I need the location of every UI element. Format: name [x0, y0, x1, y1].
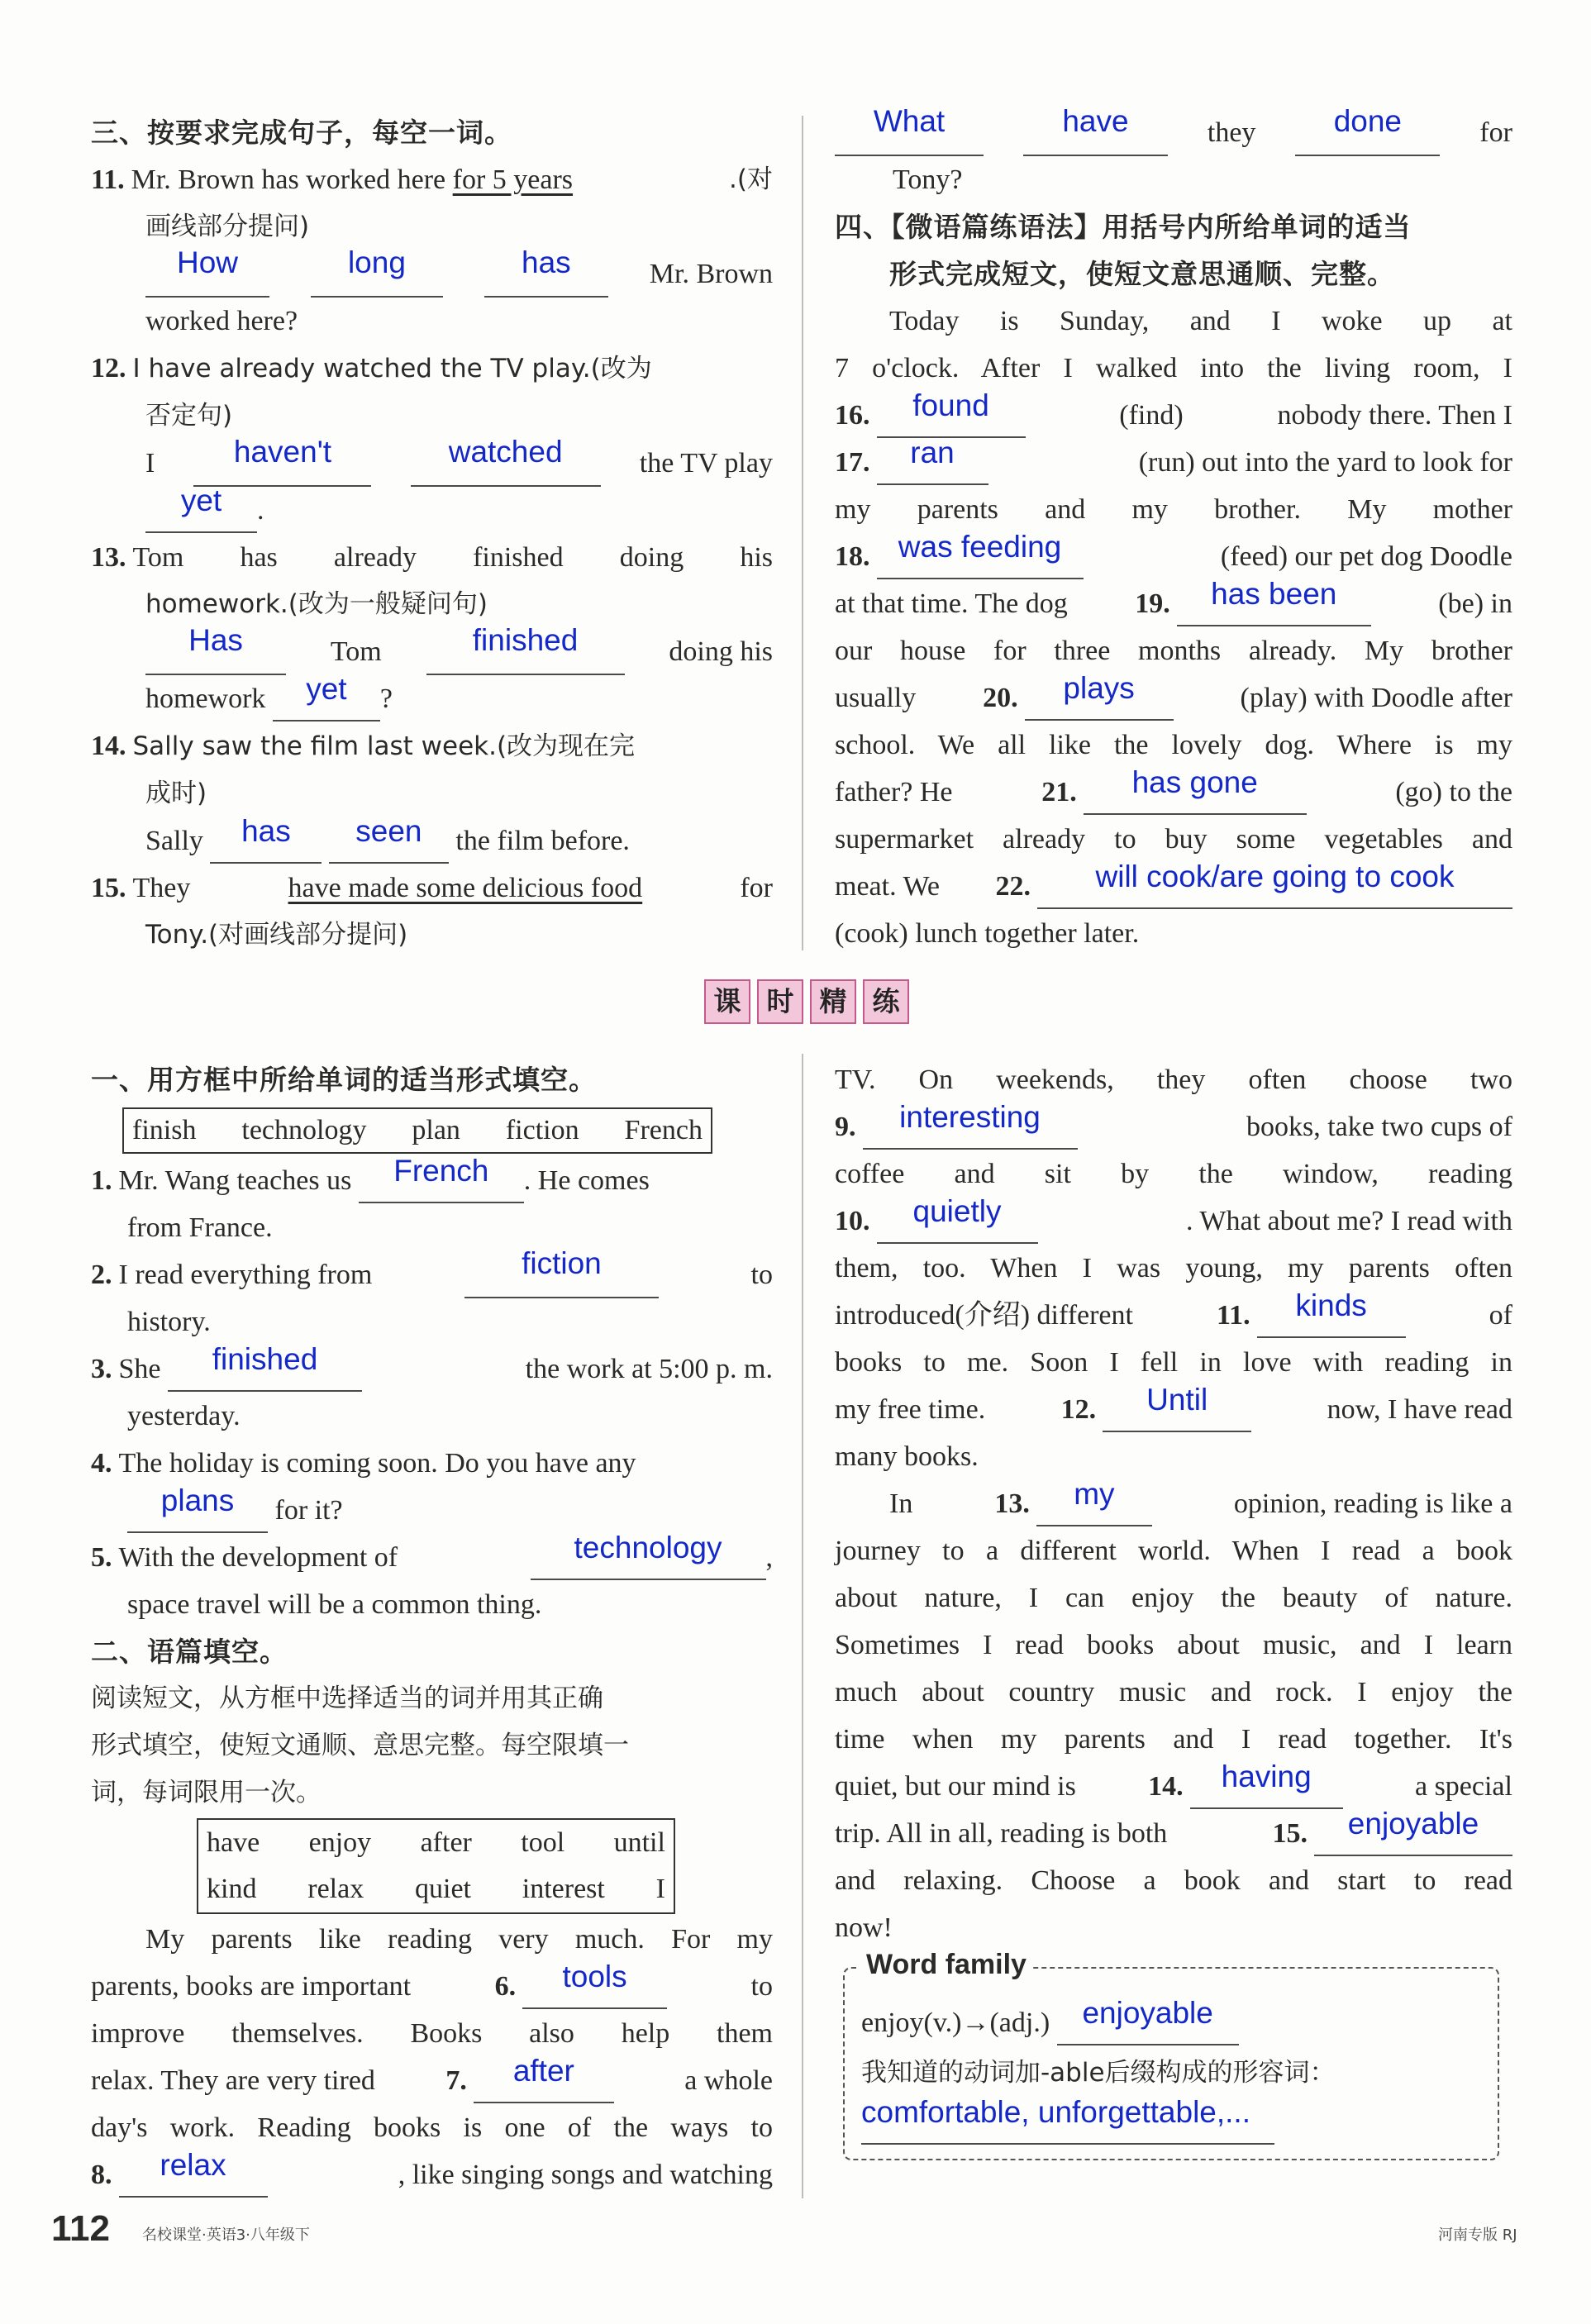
word-family-title: Word family: [860, 1949, 1033, 1981]
page-number: 112: [51, 2208, 110, 2249]
answer: French: [393, 1154, 489, 1188]
answer: yet: [180, 483, 222, 517]
answer: ran: [910, 436, 955, 469]
word-box: finish technology plan fiction French: [122, 1107, 712, 1154]
section-four: What have they done for Tony? 四、【微语篇练语法】用括号内所给单词的适当 形式完成短文，使短文意思通顺、完整。 Today is Sunday, and I woke up at 7 o'clock. After I walked into the living room, I 16. found (find) nobody there. Then I 17. ran (run) out into the yard to look for my parents and my brother. My mother 18. was feeding (feed) our pet dog Doodle at that time. The dog 19. has been (be) in our house for three months already. My brother usually 20. plays (play) with Doodle after school. We all like the lovely dog. Where is my father? He 21. has gone (go) to the supermarket already to buy some vegetables and meat. We 22. will cook/are going to cook (cook) lunch together later.: [835, 104, 1512, 949]
q11-answers: How long has Mr. Brown: [91, 250, 773, 298]
answer: technology: [574, 1531, 722, 1564]
answer: after: [512, 2054, 574, 2088]
column-divider-bottom: [802, 1054, 803, 2198]
q14-line1: 14. Sally saw the film last week.(改为现在完: [91, 731, 636, 761]
q13-line1: 13. Tom has already finished doing his: [91, 542, 773, 573]
answer: long: [347, 245, 406, 279]
section-three: 三、按要求完成句子，每空一词。 11. Mr. Brown has worked here for 5 years .(对 画线部分提问) How long has Mr. Brown worked here? 12. I have already watched the TV play.(改为 否定句) I haven't watched the TV play yet . 13. Tom has already finished doing his homework.(改为一般疑问句) Has Tom finished doing his homework yet ? 14. Sally saw the film last week.(改为现在完 成时) Sally has seen the film before. 15. They have made some delicious food for Tony.(对画线部分提问): [91, 109, 773, 959]
answer: has been: [1211, 577, 1337, 611]
answer: yet: [306, 672, 347, 706]
answer: comfortable, unforgettable,...: [861, 2095, 1250, 2129]
column-divider-top: [802, 116, 803, 950]
answer: Has: [188, 623, 243, 657]
q11-line1: 11. Mr. Brown has worked here for 5 years .(对: [91, 164, 773, 195]
answer: was feeding: [898, 530, 1062, 564]
answer: What: [873, 104, 946, 138]
practice-passage-right: TV. On weekends, they often choose two 9. interesting books, take two cups of coffee and sit by the window, reading 10. quietly . What about me? I read with them, too. When I was young, my parents often introduced(介绍) different 11. kinds of books to me. Soon I fell in love with reading in my free time. 12. Until now, I have read many books. In 13. my opinion, reading is like a journey to a different world. When I read a book about nature, I can enjoy the beauty of nature. Sometimes I read books about music, and I learn much about country music and rock. I enjoy the time when my parents and I read together. It's quiet, but our mind is 14. having a special trip. All in all, reading is both 15. enjoyable and relaxing. Choose a book and start to read now!: [835, 1064, 1512, 1943]
q12-answers: I haven't watched the TV play: [91, 440, 773, 487]
word-box-two: have enjoy after tool until kind relax quiet interest I: [197, 1818, 675, 1914]
answer: finished: [472, 623, 579, 657]
answer: enjoyable: [1347, 1807, 1479, 1841]
answer: has gone: [1131, 765, 1258, 799]
q15-answers: What have they done for: [835, 109, 1512, 156]
answer: Until: [1146, 1383, 1208, 1417]
q14-answers: Sally has seen the film before.: [91, 817, 773, 864]
answer: kinds: [1295, 1288, 1367, 1322]
answer: plays: [1063, 671, 1135, 705]
answer: finished: [212, 1342, 318, 1376]
answer: having: [1221, 1760, 1312, 1793]
q15-line1: 15. They have made some delicious food for: [91, 873, 773, 903]
answer: have: [1062, 104, 1129, 138]
answer: plans: [160, 1483, 235, 1517]
answer: watched: [448, 435, 563, 469]
q12-line1: 12. I have already watched the TV play.(改为: [91, 353, 652, 383]
lesson-practice-banner: 课 时 精 练: [704, 979, 909, 1024]
answer: enjoyable: [1082, 1996, 1213, 2030]
answer: seen: [355, 814, 422, 848]
practice-part-one: 一、用方框中所给单词的适当形式填空。 finish technology plan fiction French 1. Mr. Wang teaches us French . He comes from France. 2. I read everything from fiction to history. 3. She finished the work at 5:00 p. m. yesterday. 4. The holiday is coming soon. Do you have any plans for it? 5. With the development of technology , space travel will be a common thing. 二、语篇填空。 阅读短文，从方框中选择适当的词并用其正确 形式填空，使短文通顺、意思完整。每空限填一 词，每词限用一次。 have enjoy after tool until kind relax quiet interest I My parents like reading very much. For my parents, books are important 6. tools to improve themselves. Books also help them relax. They are very tired 7. after a whole day's work. Reading books is one of the ways to 8. relax , like singing songs and watching: [91, 1056, 773, 2198]
answer: relax: [160, 2148, 226, 2182]
answer: will cook/are going to cook: [1095, 860, 1455, 893]
book-title: 名校课堂·英语3·八年级下: [142, 2226, 310, 2244]
answer: How: [176, 245, 239, 279]
edition-label: 河南专版 RJ: [1438, 2226, 1517, 2244]
answer: tools: [562, 1960, 627, 1993]
section-title: 三、按要求完成句子，每空一词。: [91, 117, 512, 149]
answer: haven't: [233, 435, 332, 469]
answer: interesting: [899, 1100, 1041, 1134]
answer: has: [522, 245, 571, 279]
word-family-content: enjoy(v.)→(adj.) enjoyable 我知道的动词加-able后缀构成的形容词： comfortable, unforgettable,...: [861, 1998, 1489, 2147]
answer: fiction: [522, 1246, 602, 1280]
answer: found: [912, 388, 989, 422]
answer: done: [1333, 104, 1403, 138]
answer: quietly: [912, 1194, 1002, 1228]
answer: has: [241, 814, 291, 848]
q13-answers: Has Tom finished doing his: [91, 628, 773, 675]
answer: my: [1074, 1477, 1115, 1511]
